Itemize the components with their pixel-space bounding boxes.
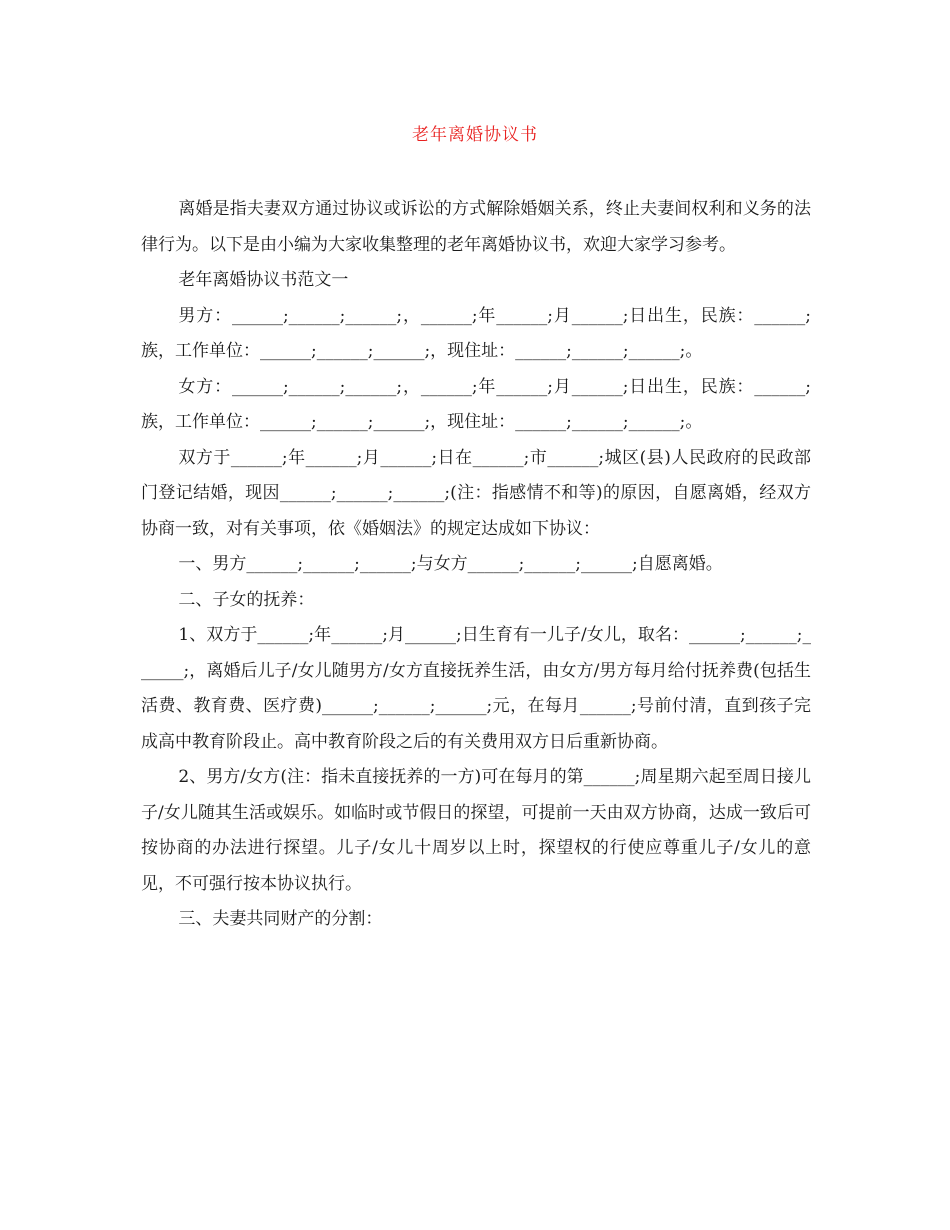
intro-paragraph: 离婚是指夫妻双方通过协议或诉讼的方式解除婚姻关系，终止夫妻间权利和义务的法律行为。以下是由小编为大家收集整理的老年离婚协议书，欢迎大家学习参考。 <box>141 199 811 255</box>
document-body <box>141 192 811 938</box>
wife-info-paragraph: 女方：______;______;______;，______;年______;月______;日出生，民族：______;族，工作单位：______;______;______;，现住址：______;______;______;。 <box>141 376 811 432</box>
sample-heading: 老年离婚协议书范文一 <box>178 270 349 290</box>
clause-2-1-child-support: 1、双方于______;年______;月______;日生育有一儿子/女儿，取名：______;______;______;，离婚后儿子/女儿随男方/女方直接抚养生活，由女方/男方每月给付抚养费(包括生活费、教育费、医疗费)______;______;______;元，在每月______;号前付清，直到孩子完成高中教育阶段止。高中教育阶段之后的有关费用双方日后重新协商。 <box>141 625 811 752</box>
clause-3-heading: 三、夫妻共同财产的分割： <box>178 909 383 929</box>
marriage-registration-paragraph: 双方于______;年______;月______;日在______;市______;城区(县)人民政府的民政部门登记结婚，现因______;______;______;(注：指感情不和等)的原因，自愿离婚，经双方协商一致，对有关事项，依《婚姻法》的规定达成如下协议： <box>141 447 811 539</box>
clause-1-divorce: 一、男方______;______;______;与女方______;______;______;自愿离婚。 <box>178 554 723 574</box>
document-title: 老年离婚协议书 <box>412 125 538 145</box>
clause-2-2-visitation: 2、男方/女方(注：指未直接抚养的一方)可在每月的第______;周星期六起至周日接儿子/女儿随其生活或娱乐。如临时或节假日的探望，可提前一天由双方协商，达成一致后可按协商的办法进行探望。儿子/女儿十周岁以上时，探望权的行使应尊重儿子/女儿的意见，不可强行按本协议执行。 <box>141 767 811 894</box>
husband-info-paragraph: 男方：______;______;______;，______;年______;月______;日出生，民族：______;族，工作单位：______;______;______;，现住址：______;______;______;。 <box>141 305 811 361</box>
clause-2-heading: 二、子女的抚养： <box>178 589 315 610</box>
